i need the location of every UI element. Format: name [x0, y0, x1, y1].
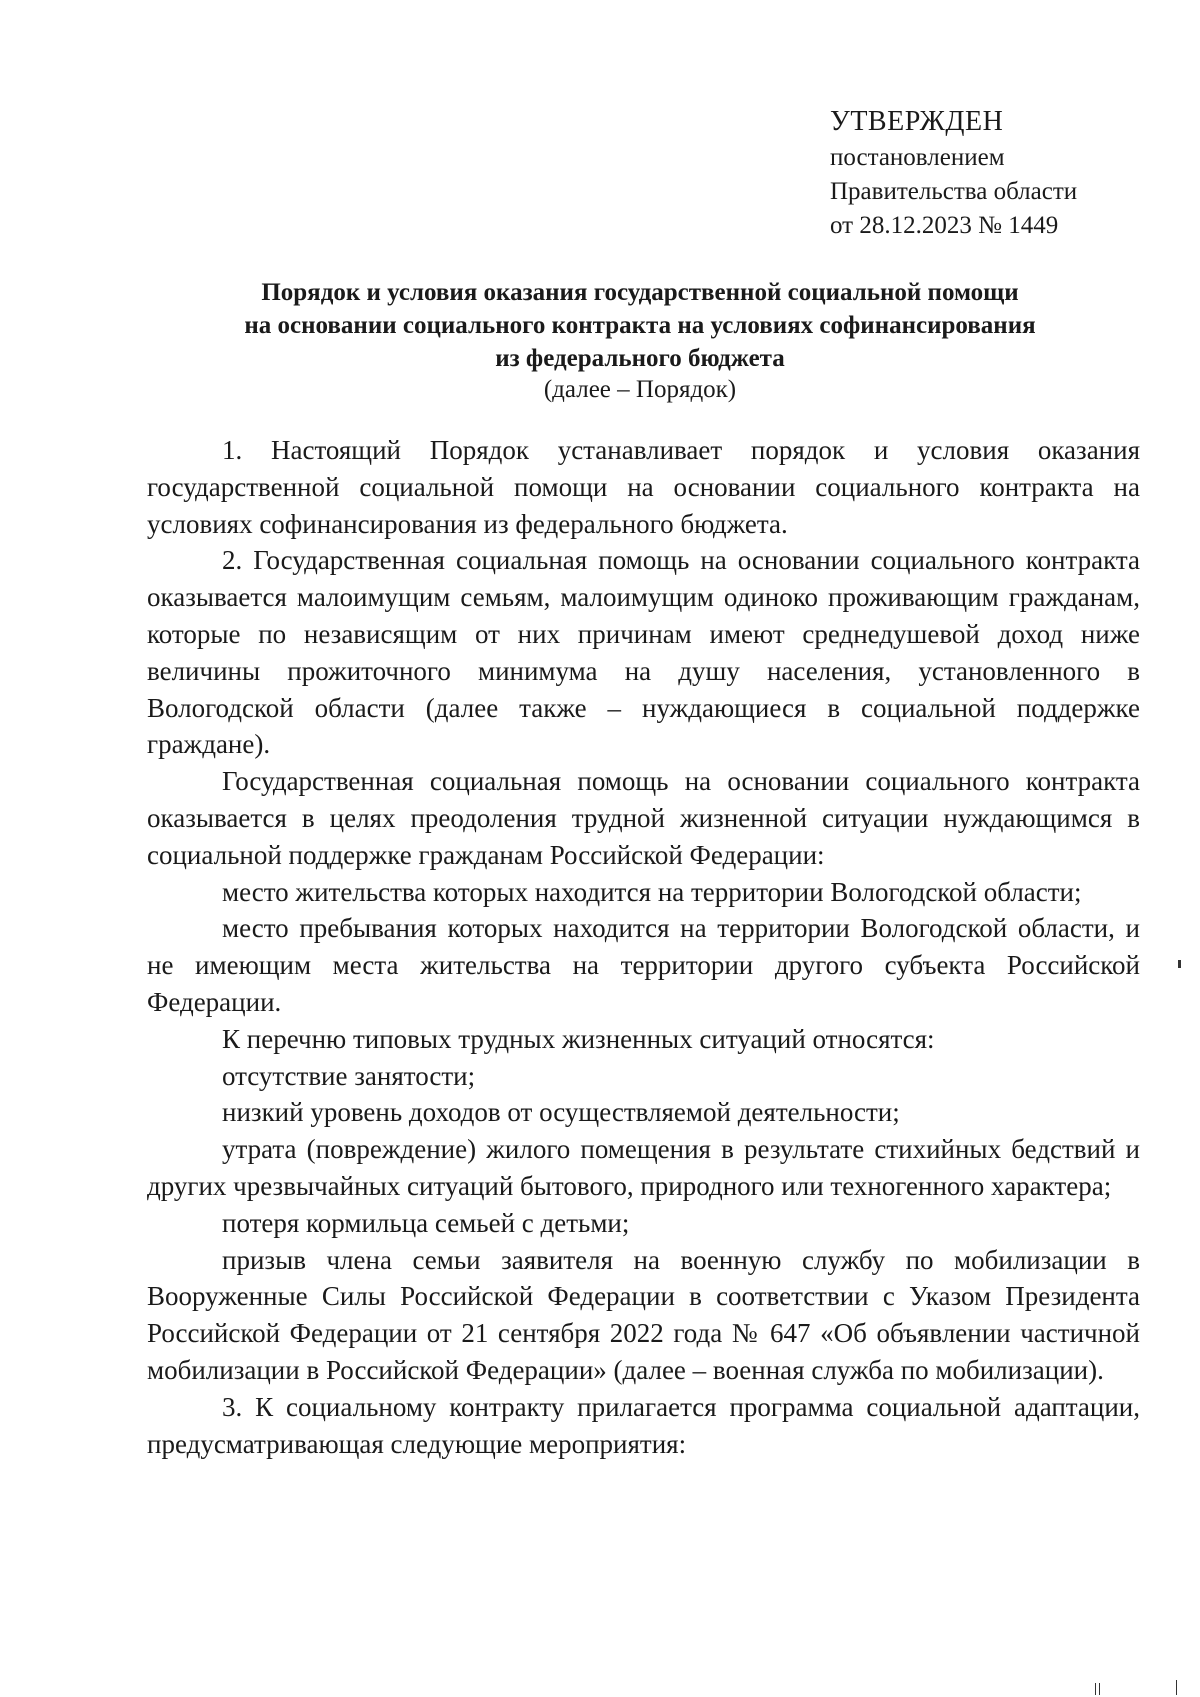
paragraph-2: 2. Государственная социальная помощь на основании социального контракта оказывается малоимущим семьям, малоимущим одиноко проживающим гражданам, которые по независящим от них причинам имеют среднедушевой доход ниже величины прожиточного минимума на душу населения, установленного в Вологодской области (далее также – нуждающиеся в социальной поддержке граждане). — [147, 545, 1140, 760]
approval-line-resolution: постановлением — [830, 144, 1005, 171]
title-line-3: из федерального бюджета — [495, 345, 785, 372]
scan-edge-mark — [1176, 1680, 1177, 1695]
document-subtitle: (далее – Порядок) — [543, 376, 737, 403]
scan-edge-mark — [1095, 1683, 1096, 1695]
paragraph-8: низкий уровень доходов от осуществляемой деятельности; — [222, 1097, 900, 1128]
paragraph-5: место пребывания которых находится на территории Вологодской области, и не имеющим места жительства на территории другого субъекта Российской Федерации. — [147, 913, 1140, 1017]
paragraph-11: призыв члена семьи заявителя на военную службу по мобилизации в Вооруженные Силы Российской Федерации в соответствии с Указом Президента Российской Федерации от 21 сентября 2022 года № 647 «Об объявлении частичной мобилизации в Российской Федерации» (далее – военная служба по мобилизации). — [147, 1244, 1140, 1385]
paragraph-1: 1. Настоящий Порядок устанавливает порядок и условия оказания государственной социальной помощи на основании социального контракта на условиях софинансирования из федерального бюджета. — [147, 435, 1140, 539]
paragraph-4: место жительства которых находится на территории Вологодской области; — [222, 876, 1082, 907]
paragraph-12: 3. К социальному контракту прилагается программа социальной адаптации, предусматривающая следующие мероприятия: — [147, 1391, 1140, 1459]
paragraph-6: К перечню типовых трудных жизненных ситуаций относятся: — [222, 1023, 935, 1054]
scan-edge-mark — [1099, 1683, 1100, 1695]
approval-stamp — [830, 103, 1077, 243]
paragraph-7: отсутствие занятости; — [222, 1060, 476, 1091]
title-line-1: Порядок и условия оказания государственной социальной помощи — [261, 279, 1019, 306]
scan-edge-mark — [1178, 960, 1181, 968]
document-body — [147, 432, 1140, 1462]
approval-line-government: Правительства области — [830, 178, 1078, 205]
approval-line-date-number: от 28.12.2023 № 1449 — [830, 212, 1059, 239]
paragraph-9: утрата (повреждение) жилого помещения в результате стихийных бедствий и других чрезвычайных ситуаций бытового, природного или техногенного характера; — [147, 1134, 1140, 1201]
approved-heading: УТВЕРЖДЕН — [830, 106, 1004, 137]
title-line-2: на основании социального контракта на условиях софинансирования — [244, 312, 1036, 339]
document-title — [150, 276, 1130, 375]
paragraph-3: Государственная социальная помощь на основании социального контракта оказывается в целях преодоления трудной жизненной ситуации нуждающимся в социальной поддержке гражданам Российской Федерации: — [147, 766, 1140, 870]
paragraph-10: потеря кормильца семьей с детьми; — [222, 1207, 630, 1238]
